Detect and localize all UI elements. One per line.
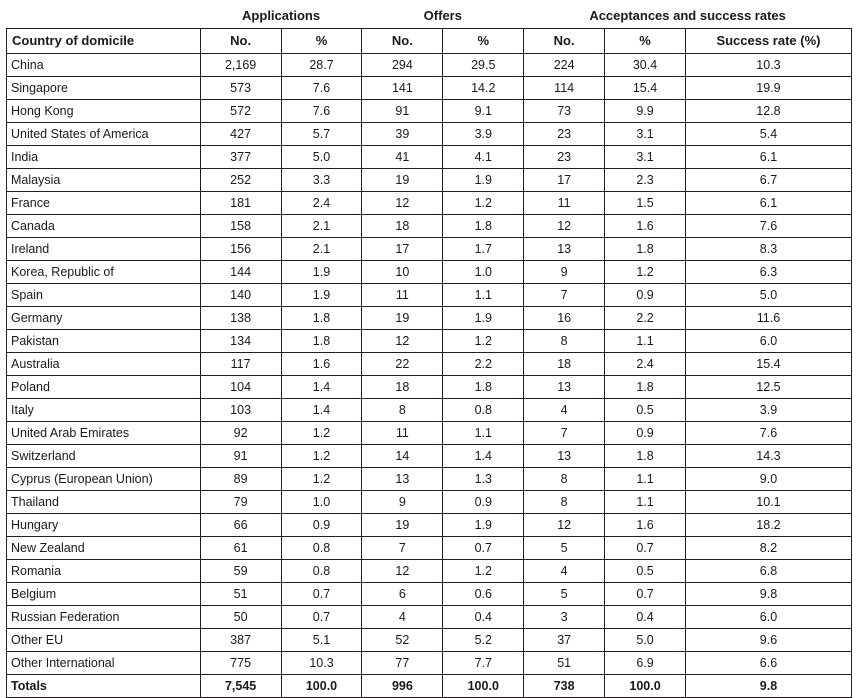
row-applications-no: 573: [200, 77, 281, 100]
table-row: [7, 146, 852, 169]
row-acceptances-no: 23: [524, 146, 605, 169]
row-applications-no: 79: [200, 491, 281, 514]
row-acceptances-no: 4: [524, 399, 605, 422]
row-applications-no: 427: [200, 123, 281, 146]
row-offers-pct: 5.2: [443, 629, 524, 652]
row-applications-pct: 1.8: [281, 330, 362, 353]
row-offers-no: 14: [362, 445, 443, 468]
totals-label: Totals: [7, 675, 201, 698]
totals-acceptances-pct: 100.0: [605, 675, 686, 698]
row-country: Canada: [7, 215, 201, 238]
table-row: [7, 261, 852, 284]
row-country: Switzerland: [7, 445, 201, 468]
row-applications-no: 252: [200, 169, 281, 192]
row-acceptances-no: 12: [524, 215, 605, 238]
row-offers-pct: 4.1: [443, 146, 524, 169]
table-row: [7, 192, 852, 215]
row-offers-pct: 1.1: [443, 284, 524, 307]
row-offers-no: 52: [362, 629, 443, 652]
row-applications-pct: 1.2: [281, 445, 362, 468]
row-acceptances-pct: 9.9: [605, 100, 686, 123]
column-header-country: Country of domicile: [7, 29, 201, 54]
row-offers-pct: 1.0: [443, 261, 524, 284]
row-success-rate: 7.6: [685, 422, 851, 445]
row-acceptances-no: 13: [524, 445, 605, 468]
row-country: Spain: [7, 284, 201, 307]
row-offers-no: 77: [362, 652, 443, 675]
row-acceptances-pct: 30.4: [605, 54, 686, 77]
row-applications-pct: 28.7: [281, 54, 362, 77]
table-row: [7, 537, 852, 560]
totals-row: [7, 675, 852, 698]
row-acceptances-no: 7: [524, 284, 605, 307]
row-acceptances-no: 18: [524, 353, 605, 376]
table-row: [7, 330, 852, 353]
row-acceptances-pct: 0.5: [605, 399, 686, 422]
table-row: [7, 215, 852, 238]
row-offers-pct: 1.3: [443, 468, 524, 491]
row-offers-pct: 1.7: [443, 238, 524, 261]
row-success-rate: 3.9: [685, 399, 851, 422]
row-acceptances-pct: 1.8: [605, 238, 686, 261]
row-country: Thailand: [7, 491, 201, 514]
row-acceptances-no: 8: [524, 468, 605, 491]
row-applications-pct: 1.4: [281, 399, 362, 422]
table-header: [7, 4, 852, 54]
row-applications-no: 158: [200, 215, 281, 238]
row-applications-no: 2,169: [200, 54, 281, 77]
table-row: [7, 652, 852, 675]
row-applications-pct: 1.4: [281, 376, 362, 399]
row-offers-pct: 7.7: [443, 652, 524, 675]
row-success-rate: 9.8: [685, 583, 851, 606]
row-acceptances-pct: 15.4: [605, 77, 686, 100]
row-acceptances-no: 8: [524, 330, 605, 353]
row-success-rate: 6.0: [685, 606, 851, 629]
row-country: Other International: [7, 652, 201, 675]
row-success-rate: 11.6: [685, 307, 851, 330]
row-success-rate: 8.2: [685, 537, 851, 560]
row-applications-pct: 1.0: [281, 491, 362, 514]
row-acceptances-pct: 0.5: [605, 560, 686, 583]
row-success-rate: 7.6: [685, 215, 851, 238]
row-country: Germany: [7, 307, 201, 330]
row-country: Italy: [7, 399, 201, 422]
row-applications-pct: 2.4: [281, 192, 362, 215]
row-applications-no: 61: [200, 537, 281, 560]
row-acceptances-no: 8: [524, 491, 605, 514]
row-applications-pct: 1.6: [281, 353, 362, 376]
row-applications-no: 92: [200, 422, 281, 445]
row-success-rate: 12.5: [685, 376, 851, 399]
row-offers-no: 11: [362, 422, 443, 445]
row-offers-pct: 0.4: [443, 606, 524, 629]
table-footer: [7, 675, 852, 698]
row-applications-no: 59: [200, 560, 281, 583]
row-applications-no: 51: [200, 583, 281, 606]
row-applications-no: 134: [200, 330, 281, 353]
row-offers-no: 12: [362, 192, 443, 215]
row-offers-pct: 3.9: [443, 123, 524, 146]
row-success-rate: 6.6: [685, 652, 851, 675]
totals-offers-no: 996: [362, 675, 443, 698]
row-offers-pct: 1.9: [443, 169, 524, 192]
row-acceptances-pct: 1.5: [605, 192, 686, 215]
row-country: Cyprus (European Union): [7, 468, 201, 491]
row-offers-pct: 29.5: [443, 54, 524, 77]
row-applications-pct: 0.7: [281, 583, 362, 606]
row-offers-pct: 1.9: [443, 514, 524, 537]
row-acceptances-pct: 5.0: [605, 629, 686, 652]
row-offers-no: 11: [362, 284, 443, 307]
row-country: United States of America: [7, 123, 201, 146]
row-success-rate: 15.4: [685, 353, 851, 376]
row-acceptances-pct: 0.7: [605, 537, 686, 560]
row-success-rate: 6.0: [685, 330, 851, 353]
row-acceptances-no: 114: [524, 77, 605, 100]
row-offers-no: 12: [362, 330, 443, 353]
row-offers-no: 91: [362, 100, 443, 123]
table-row: [7, 238, 852, 261]
row-success-rate: 14.3: [685, 445, 851, 468]
totals-applications-pct: 100.0: [281, 675, 362, 698]
row-success-rate: 6.8: [685, 560, 851, 583]
row-applications-pct: 1.9: [281, 284, 362, 307]
row-applications-pct: 2.1: [281, 238, 362, 261]
row-success-rate: 5.0: [685, 284, 851, 307]
row-success-rate: 6.1: [685, 146, 851, 169]
row-offers-no: 13: [362, 468, 443, 491]
row-acceptances-no: 23: [524, 123, 605, 146]
row-country: Other EU: [7, 629, 201, 652]
row-offers-pct: 1.8: [443, 215, 524, 238]
row-acceptances-no: 5: [524, 583, 605, 606]
row-country: New Zealand: [7, 537, 201, 560]
row-country: Malaysia: [7, 169, 201, 192]
row-acceptances-no: 11: [524, 192, 605, 215]
row-applications-pct: 7.6: [281, 77, 362, 100]
row-offers-no: 39: [362, 123, 443, 146]
totals-success-rate: 9.8: [685, 675, 851, 698]
row-acceptances-pct: 1.8: [605, 376, 686, 399]
row-success-rate: 8.3: [685, 238, 851, 261]
row-offers-no: 8: [362, 399, 443, 422]
row-success-rate: 10.1: [685, 491, 851, 514]
column-header-acceptances-pct: %: [605, 29, 686, 54]
row-offers-no: 22: [362, 353, 443, 376]
row-country: Belgium: [7, 583, 201, 606]
row-acceptances-no: 7: [524, 422, 605, 445]
row-offers-no: 6: [362, 583, 443, 606]
table-row: [7, 123, 852, 146]
row-acceptances-no: 224: [524, 54, 605, 77]
table-row: [7, 169, 852, 192]
row-acceptances-no: 73: [524, 100, 605, 123]
column-header-offers-no: No.: [362, 29, 443, 54]
row-applications-no: 138: [200, 307, 281, 330]
row-applications-pct: 1.2: [281, 468, 362, 491]
row-acceptances-pct: 2.4: [605, 353, 686, 376]
row-country: Australia: [7, 353, 201, 376]
row-offers-no: 141: [362, 77, 443, 100]
row-acceptances-pct: 0.9: [605, 422, 686, 445]
row-country: Hong Kong: [7, 100, 201, 123]
column-header-applications-pct: %: [281, 29, 362, 54]
row-applications-pct: 0.9: [281, 514, 362, 537]
row-applications-no: 572: [200, 100, 281, 123]
row-acceptances-pct: 3.1: [605, 146, 686, 169]
row-success-rate: 19.9: [685, 77, 851, 100]
row-success-rate: 12.8: [685, 100, 851, 123]
row-applications-no: 387: [200, 629, 281, 652]
row-applications-pct: 1.2: [281, 422, 362, 445]
table-row: [7, 583, 852, 606]
row-applications-pct: 10.3: [281, 652, 362, 675]
table-row: [7, 77, 852, 100]
row-offers-pct: 0.8: [443, 399, 524, 422]
row-applications-pct: 5.0: [281, 146, 362, 169]
group-header-offers: Offers: [362, 4, 524, 29]
row-success-rate: 9.0: [685, 468, 851, 491]
row-offers-pct: 9.1: [443, 100, 524, 123]
row-offers-pct: 0.7: [443, 537, 524, 560]
row-offers-no: 4: [362, 606, 443, 629]
row-offers-pct: 1.4: [443, 445, 524, 468]
row-applications-pct: 5.7: [281, 123, 362, 146]
row-offers-no: 19: [362, 514, 443, 537]
row-acceptances-pct: 1.6: [605, 215, 686, 238]
table-body: [7, 54, 852, 675]
row-country: Poland: [7, 376, 201, 399]
row-country: Singapore: [7, 77, 201, 100]
column-header-row: [7, 29, 852, 54]
row-success-rate: 6.3: [685, 261, 851, 284]
row-offers-pct: 1.1: [443, 422, 524, 445]
group-header-acceptances: Acceptances and success rates: [524, 4, 852, 29]
group-header-applications: Applications: [200, 4, 362, 29]
row-offers-no: 19: [362, 307, 443, 330]
row-acceptances-pct: 0.4: [605, 606, 686, 629]
row-acceptances-no: 5: [524, 537, 605, 560]
row-applications-pct: 5.1: [281, 629, 362, 652]
row-country: Hungary: [7, 514, 201, 537]
row-offers-no: 17: [362, 238, 443, 261]
row-applications-no: 117: [200, 353, 281, 376]
row-applications-no: 50: [200, 606, 281, 629]
row-acceptances-no: 3: [524, 606, 605, 629]
row-country: India: [7, 146, 201, 169]
group-header-row: [7, 4, 852, 29]
row-acceptances-pct: 1.1: [605, 491, 686, 514]
column-header-success-rate: Success rate (%): [685, 29, 851, 54]
row-applications-no: 140: [200, 284, 281, 307]
totals-acceptances-no: 738: [524, 675, 605, 698]
row-acceptances-pct: 0.7: [605, 583, 686, 606]
row-offers-no: 18: [362, 376, 443, 399]
row-applications-pct: 1.8: [281, 307, 362, 330]
row-applications-no: 181: [200, 192, 281, 215]
table-row: [7, 100, 852, 123]
row-offers-no: 41: [362, 146, 443, 169]
totals-offers-pct: 100.0: [443, 675, 524, 698]
table-row: [7, 491, 852, 514]
row-success-rate: 10.3: [685, 54, 851, 77]
row-acceptances-no: 13: [524, 376, 605, 399]
row-success-rate: 6.7: [685, 169, 851, 192]
row-country: Russian Federation: [7, 606, 201, 629]
table-row: [7, 399, 852, 422]
row-acceptances-no: 9: [524, 261, 605, 284]
table-row: [7, 307, 852, 330]
row-applications-no: 103: [200, 399, 281, 422]
row-offers-no: 10: [362, 261, 443, 284]
row-applications-no: 66: [200, 514, 281, 537]
row-applications-no: 104: [200, 376, 281, 399]
row-applications-pct: 0.7: [281, 606, 362, 629]
table-row: [7, 376, 852, 399]
row-success-rate: 18.2: [685, 514, 851, 537]
totals-applications-no: 7,545: [200, 675, 281, 698]
row-offers-no: 9: [362, 491, 443, 514]
row-country: Romania: [7, 560, 201, 583]
row-offers-pct: 14.2: [443, 77, 524, 100]
row-applications-pct: 0.8: [281, 560, 362, 583]
table-row: [7, 284, 852, 307]
row-applications-pct: 1.9: [281, 261, 362, 284]
row-offers-no: 18: [362, 215, 443, 238]
row-acceptances-pct: 2.3: [605, 169, 686, 192]
table-row: [7, 353, 852, 376]
row-acceptances-pct: 1.2: [605, 261, 686, 284]
row-offers-no: 294: [362, 54, 443, 77]
row-applications-no: 775: [200, 652, 281, 675]
row-offers-pct: 1.2: [443, 560, 524, 583]
row-acceptances-no: 51: [524, 652, 605, 675]
group-header-blank: [7, 4, 201, 29]
row-offers-no: 7: [362, 537, 443, 560]
row-offers-no: 19: [362, 169, 443, 192]
row-country: Pakistan: [7, 330, 201, 353]
table-row: [7, 606, 852, 629]
row-offers-pct: 1.2: [443, 192, 524, 215]
country-of-domicile-table: [6, 4, 852, 698]
row-applications-pct: 7.6: [281, 100, 362, 123]
row-success-rate: 5.4: [685, 123, 851, 146]
row-country: Ireland: [7, 238, 201, 261]
row-applications-pct: 3.3: [281, 169, 362, 192]
table-row: [7, 629, 852, 652]
row-applications-pct: 0.8: [281, 537, 362, 560]
table-row: [7, 422, 852, 445]
row-offers-pct: 1.8: [443, 376, 524, 399]
row-offers-pct: 0.6: [443, 583, 524, 606]
table-row: [7, 514, 852, 537]
row-applications-no: 156: [200, 238, 281, 261]
row-acceptances-no: 13: [524, 238, 605, 261]
row-offers-pct: 1.2: [443, 330, 524, 353]
row-country: United Arab Emirates: [7, 422, 201, 445]
row-acceptances-pct: 0.9: [605, 284, 686, 307]
row-applications-no: 377: [200, 146, 281, 169]
row-acceptances-pct: 1.1: [605, 468, 686, 491]
row-offers-pct: 1.9: [443, 307, 524, 330]
row-success-rate: 6.1: [685, 192, 851, 215]
row-country: Korea, Republic of: [7, 261, 201, 284]
column-header-acceptances-no: No.: [524, 29, 605, 54]
table-row: [7, 54, 852, 77]
table-row: [7, 445, 852, 468]
row-acceptances-no: 37: [524, 629, 605, 652]
table-row: [7, 468, 852, 491]
row-acceptances-no: 12: [524, 514, 605, 537]
row-success-rate: 9.6: [685, 629, 851, 652]
row-offers-pct: 0.9: [443, 491, 524, 514]
row-acceptances-pct: 3.1: [605, 123, 686, 146]
row-country: France: [7, 192, 201, 215]
column-header-offers-pct: %: [443, 29, 524, 54]
row-applications-no: 91: [200, 445, 281, 468]
row-acceptances-no: 16: [524, 307, 605, 330]
row-acceptances-pct: 6.9: [605, 652, 686, 675]
row-acceptances-no: 17: [524, 169, 605, 192]
row-acceptances-pct: 1.6: [605, 514, 686, 537]
row-applications-no: 89: [200, 468, 281, 491]
row-country: China: [7, 54, 201, 77]
row-acceptances-pct: 2.2: [605, 307, 686, 330]
row-applications-pct: 2.1: [281, 215, 362, 238]
row-acceptances-pct: 1.1: [605, 330, 686, 353]
row-applications-no: 144: [200, 261, 281, 284]
table-row: [7, 560, 852, 583]
row-acceptances-no: 4: [524, 560, 605, 583]
row-offers-no: 12: [362, 560, 443, 583]
row-offers-pct: 2.2: [443, 353, 524, 376]
column-header-applications-no: No.: [200, 29, 281, 54]
row-acceptances-pct: 1.8: [605, 445, 686, 468]
